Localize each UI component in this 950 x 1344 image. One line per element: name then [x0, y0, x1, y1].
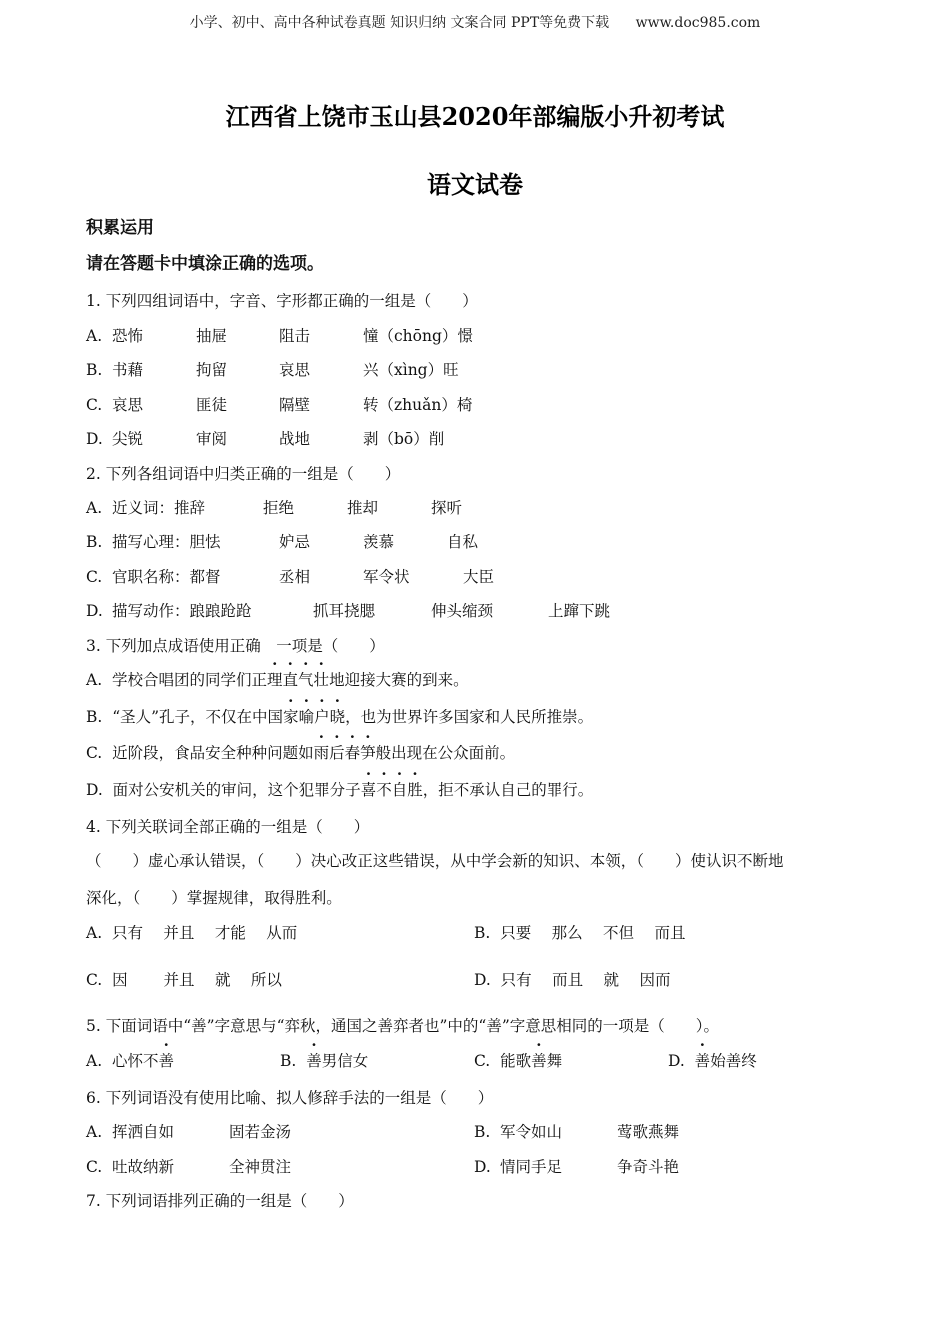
option-word: 尖锐	[112, 430, 144, 448]
option-label: A.	[86, 924, 103, 942]
option-label: B.	[280, 1052, 297, 1070]
dotted-char: 壮	[313, 671, 330, 689]
sentence-pre: 学校合唱团的同学们正	[111, 671, 267, 689]
sentence-pre: 面对公安机关的审问，这个犯罪分子	[112, 781, 361, 799]
section-heading: 积累运用	[86, 218, 154, 238]
option-word: 恐怖	[112, 327, 144, 345]
q7-stem: 7. 下列词语排列正确的一组是（ ）	[86, 1192, 354, 1210]
option-label: C.	[86, 971, 103, 989]
dotted-char: 气	[298, 671, 314, 689]
option-label: B.	[86, 361, 103, 379]
q3-stem: 3. 下列加点成语使用正确 一项是（ ）	[86, 637, 385, 655]
option-word: 抽屉	[196, 327, 228, 345]
dotted-char: 户	[314, 708, 330, 726]
option-word: 转（zhuǎn）椅	[363, 396, 473, 414]
option-word: 审阅	[196, 430, 228, 448]
header-text: 小学、初中、高中各种试卷真题 知识归纳 文案合同 PPT等免费下载	[189, 15, 610, 31]
q4-option-c[interactable]	[86, 970, 282, 990]
q3-option-a[interactable]	[86, 670, 469, 690]
option-word: 描写心理：胆怯	[112, 533, 221, 551]
dotted-char: 春	[344, 744, 361, 762]
option-label: B.	[474, 924, 491, 942]
dotted-char: 晓	[329, 708, 346, 726]
option-word: 隔壁	[279, 396, 311, 414]
option-label: C.	[86, 744, 103, 762]
header-url[interactable]: www.doc985.com	[635, 15, 761, 31]
option-word: 拒绝	[263, 499, 295, 517]
option-label: B.	[474, 1123, 491, 1141]
option-label: C.	[86, 568, 103, 586]
option-word: 书藉	[112, 361, 144, 379]
dotted-char: 笋	[360, 744, 376, 762]
q5-option-c[interactable]	[474, 1051, 562, 1071]
option-label: A.	[86, 1052, 103, 1070]
option-text: 只有 并且 才能 从而	[111, 924, 298, 942]
q5-stem: 5. 下面词语中“善”字意思与“弈秋，通国之善弈者也”中的“善”字意思相同的一项是（ ）。	[86, 1017, 720, 1035]
q5-option-d[interactable]	[668, 1051, 757, 1071]
q4-option-d[interactable]	[474, 970, 670, 990]
exam-subtitle: 语文试卷	[427, 170, 523, 199]
option-word: 伸头缩颈	[431, 602, 494, 620]
option-word: 自私	[447, 533, 479, 551]
option-word: 大臣	[463, 568, 495, 586]
option-text: 只有 而且 就 因而	[500, 971, 671, 989]
sentence-pre: 近阶段，食品安全种种问题如	[112, 744, 314, 762]
q5-option-a[interactable]	[86, 1051, 174, 1071]
q4-option-b[interactable]	[474, 923, 685, 943]
dotted-char: 善	[694, 1052, 711, 1070]
dotted-char: 雨	[313, 744, 330, 762]
option-word: 情同手足	[500, 1158, 563, 1176]
option-label: B.	[86, 533, 103, 551]
option-word: 全神贯注	[229, 1158, 292, 1176]
option-word: 挥洒自如	[112, 1123, 175, 1141]
option-word: 上蹿下跳	[548, 602, 611, 620]
option-word: 军令状	[363, 568, 410, 586]
dotted-char: 理	[267, 671, 283, 689]
q4-passage-line2: 深化，（ ）掌握规律，取得胜利。	[86, 889, 342, 907]
option-word: 剥（bō）削	[363, 430, 445, 448]
sentence-post: 般出现在公众面前。	[375, 744, 516, 762]
option-word: 描写动作：踉踉跄跄	[112, 602, 252, 620]
option-label: C.	[474, 1052, 491, 1070]
option-word: 丞相	[279, 568, 311, 586]
q2-stem: 2. 下列各组词语中归类正确的一组是（ ）	[86, 465, 401, 483]
option-label: C.	[86, 396, 103, 414]
dotted-char: 不	[376, 781, 392, 799]
option-word: 莺歌燕舞	[617, 1123, 680, 1141]
option-label: A.	[86, 1123, 103, 1141]
option-word: 争奇斗艳	[617, 1158, 680, 1176]
sentence-post: ，也为世界许多国家和人民所推崇。	[345, 708, 594, 726]
option-label: D.	[668, 1052, 685, 1070]
option-word: 军令如山	[500, 1123, 563, 1141]
option-word: 探听	[431, 499, 463, 517]
option-label: D.	[474, 1158, 491, 1176]
option-word: 战地	[279, 430, 311, 448]
option-label: B.	[86, 708, 103, 726]
instruction: 请在答题卡中填涂正确的选项。	[86, 254, 324, 274]
q4-option-a[interactable]	[86, 923, 297, 943]
option-word: 匪徒	[196, 396, 228, 414]
dotted-char: 喜	[360, 781, 377, 799]
q4-passage-line1: （ ）虚心承认错误，（ ）决心改正这些错误，从中学会新的知识、本领，（ ）使认识不断地	[86, 852, 784, 870]
option-text: 因 并且 就 所以	[112, 971, 282, 989]
option-label: A.	[86, 671, 103, 689]
option-word: 推却	[347, 499, 379, 517]
word-pre: 能歌	[500, 1052, 532, 1070]
option-word: 近义词：推辞	[112, 499, 206, 517]
option-label: D.	[474, 971, 491, 989]
dotted-char: 胜	[407, 781, 423, 799]
q4-stem: 4. 下列关联词全部正确的一组是（ ）	[86, 818, 370, 836]
option-label: D.	[86, 430, 103, 448]
option-word: 固若金汤	[229, 1123, 292, 1141]
option-word: 拘留	[196, 361, 228, 379]
q5-option-b[interactable]	[280, 1051, 368, 1071]
sentence-pre: “圣人”孔子，不仅在中国	[112, 708, 284, 726]
word-post: 始善终	[710, 1052, 757, 1070]
option-word: 哀思	[279, 361, 311, 379]
q3-option-c[interactable]	[86, 743, 515, 763]
option-label: C.	[86, 1158, 103, 1176]
dotted-char: 自	[391, 781, 408, 799]
option-word: 抓耳挠腮	[313, 602, 376, 620]
page-header	[0, 12, 950, 32]
option-label: A.	[86, 327, 103, 345]
dotted-char: 善	[306, 1052, 322, 1070]
dotted-char: 喻	[298, 708, 315, 726]
exam-title: 江西省上饶市玉山县2020年部编版小升初考试	[225, 102, 725, 131]
word-post: 男信女	[321, 1052, 369, 1070]
option-word: 官职名称：都督	[112, 568, 221, 586]
word-pre: 心怀不	[111, 1052, 159, 1070]
option-label: A.	[86, 499, 103, 517]
dotted-char: 善	[158, 1052, 175, 1070]
q6-stem: 6. 下列词语没有使用比喻、拟人修辞手法的一组是（ ）	[86, 1089, 494, 1107]
dotted-char: 善	[531, 1052, 547, 1070]
option-word: 阻击	[279, 327, 311, 345]
option-word: 羡慕	[363, 533, 395, 551]
option-word: 兴（xìng）旺	[363, 361, 459, 379]
q3-option-b[interactable]	[86, 707, 593, 727]
q1-stem: 1. 下列四组词语中，字音、字形都正确的一组是（ ）	[86, 292, 478, 310]
dotted-char: 直	[282, 671, 299, 689]
option-word: 哀思	[112, 396, 144, 414]
option-label: D.	[86, 602, 103, 620]
word-post: 舞	[546, 1052, 563, 1070]
sentence-post: 地迎接大赛的到来。	[329, 671, 469, 689]
q3-option-d[interactable]	[86, 780, 593, 800]
option-word: 妒忌	[279, 533, 311, 551]
sentence-post: ，拒不承认自己的罪行。	[422, 781, 594, 799]
dotted-char: 家	[283, 708, 299, 726]
dotted-char: 后	[329, 744, 345, 762]
option-text: 只要 那么 不但 而且	[500, 924, 686, 942]
option-word: 吐故纳新	[112, 1158, 175, 1176]
option-word: 憧（chōng）憬	[363, 327, 473, 345]
option-label: D.	[86, 781, 103, 799]
